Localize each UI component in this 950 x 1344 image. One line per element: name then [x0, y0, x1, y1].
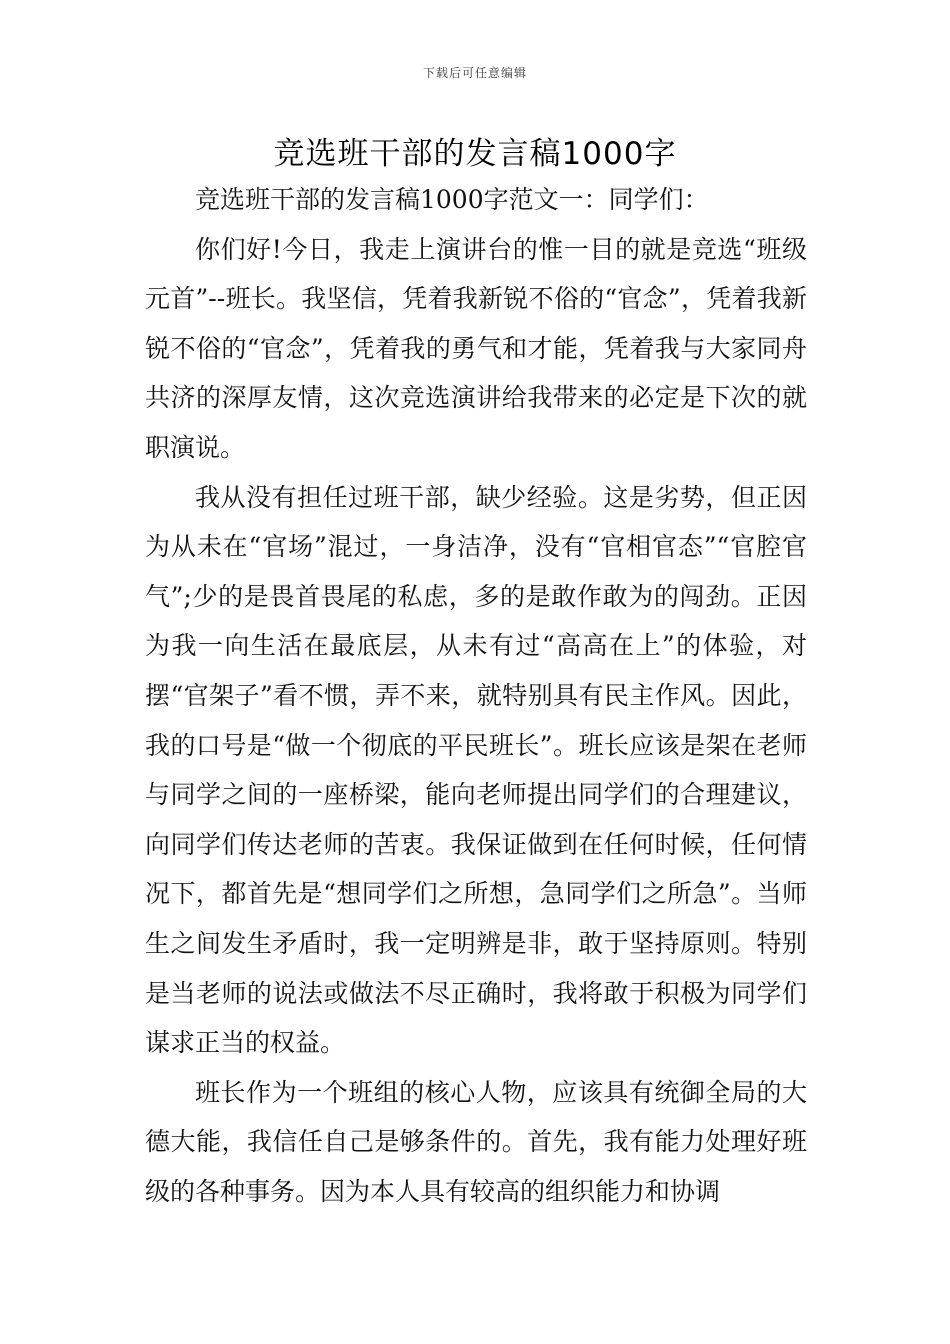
- header-note: 下载后可任意编辑: [422, 66, 527, 80]
- document-title: 竞选班干部的发言稿1000字: [273, 136, 677, 172]
- paragraph-1: 竞选班干部的发言稿1000字范文一：同学们：: [195, 185, 709, 214]
- document-body: [145, 175, 807, 1216]
- paragraph-2: 你们好!今日，我走上演讲台的惟一目的就是竞选“班级元首”--班长。我坚信，凭着我新锐不俗的“官念”，凭着我新锐不俗的“官念”，凭着我的勇气和才能，凭着我与大家同舟共济的深厚友情，这次竞选演讲给我带来的必定是下次的就职演说。: [145, 234, 807, 462]
- paragraph-4: 班长作为一个班组的核心人物，应该具有统御全局的大德大能，我信任自己是够条件的。首先，我有能力处理好班级的各种事务。因为本人具有较高的组织能力和协调: [145, 1077, 807, 1206]
- paragraph-3: 我从没有担任过班干部，缺少经验。这是劣势，但正因为从未在“官场”混过，一身洁净，没有“官相官态”“官腔官气”;少的是畏首畏尾的私虑，多的是敢作敢为的闯劲。正因为我一向生活在最底层，从未有过“高高在上”的体验，对摆“官架子”看不惯，弄不来，就特别具有民主作风。因此，我的口号是“做一个彻底的平民班长”。班长应该是架在老师与同学之间的一座桥梁，能向老师提出同学们的合理建议，向同学们传达老师的苦衷。我保证做到在任何时候，任何情况下，都首先是“想同学们之所想，急同学们之所急”。当师生之间发生矛盾时，我一定明辨是非，敢于坚持原则。特别是当老师的说法或做法不尽正确时，我将敢于积极为同学们谋求正当的权益。: [145, 482, 807, 1058]
